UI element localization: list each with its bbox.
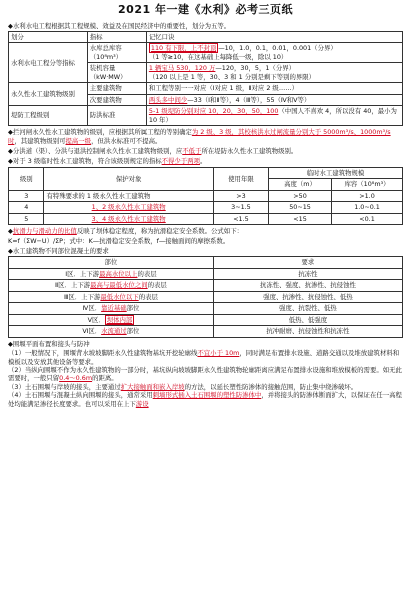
header-scale: 临时水工建筑物规模 [269, 167, 403, 178]
temporary-building-table [8, 167, 403, 225]
table-row: Ⅳ区．靠近基础部位 强度、抗裂性、低热 [9, 303, 403, 314]
note-4: （4）土石围堰与混凝土纵向围堰的接头，通常采用刺墙形式插入土石围堰的塑性防渗体中，并将接头的防渗体断面扩大，以保证在任一高程处均能满足渗径长度要求。也可以采用在上下游设 [8, 391, 402, 408]
floodway-paragraph: ◆分洪道（渠）、分洪与退洪控制闸永久性水工建筑物级别，应不低于所在堤防永久性水工建筑物级别。 [8, 146, 298, 155]
table-row: Ⅲ区．上下游最低水位以下的表层 强度、抗渗性、抗侵蚀性、低热 [9, 291, 403, 302]
mnemonic-installed: 1 辆宝马 530，120 万—120，30，5，1（分界） （120 以上是 1 等，30、3 和 1 分别是剩下等别的界限） [146, 63, 402, 83]
indicator-installed-capacity: 装机容量（kW·MW） [87, 63, 146, 83]
group-permanent-level: 永久性水工建筑物级别 [9, 83, 88, 106]
table-row: Ⅵ区．水流通过部位 抗冲耐磨、抗侵蚀性和抗冻性 [9, 326, 403, 337]
header-part: 部位 [9, 257, 214, 268]
header-protected-object: 保护对象 [44, 167, 213, 190]
stability-paragraph: ◆抗滑力与滑动力的比值反映了坝体稳定程度，称为抗滑稳定安全系数。公式如下： [8, 227, 243, 236]
header-requirement: 要求 [213, 257, 402, 268]
header-height: 高度（m） [269, 179, 332, 190]
stability-formula: K=f（ΣW−U）/ΣP；式中：K—抗滑稳定安全系数，f—接触面间的摩擦系数。 [8, 236, 230, 245]
group-project-grade: 水利水电工程分等指标 [9, 43, 88, 83]
page-title: 2021 年一建《水利》必考三页纸 [118, 3, 293, 16]
note-3: （3）土石围堰与岸坡的接头，主要通过扩大接触面和嵌入岸坡的方法，以延长塑性防渗体的接触范围，防止集中绕渗破坏。 [8, 382, 358, 391]
table-row: Ⅰ区．上下游最高水位以上的表层 抗冻性 [9, 268, 403, 279]
section-5-heading: ◆水工建筑物不同部位混凝土的要求 [8, 247, 109, 256]
section-1-heading: ◆水利水电工程根据其工程规模、效益及在国民经济中的重要性，划分为五等。 [8, 21, 231, 30]
section-6-heading: ◆围堰平面布置和接头与防冲 [8, 339, 90, 348]
section-3-heading: ◆对于 3 级临时性水工建筑物，符合该级别规定的指标不得少于两项。 [8, 157, 207, 166]
indicator-flood-standard: 防洪标准 [87, 106, 146, 126]
note-1: （1）一般情况下，围堰背水坡坡脚距永久性建筑物基坑开挖轮廓线不宜小于 10m，同时满足布置排水设施、道路交通以及堆放建筑材料和模板以及安放其他设备等要求。 [8, 349, 400, 366]
concrete-zone-table [8, 256, 403, 337]
table-row: Ⅴ区． 坝体内部 低热、低强度 [9, 314, 403, 325]
note-2: （2）当纵向围堰不作为永久性建筑物的一部分时，基坑纵向坡坡脚距永久性建筑物轮廓距离应满足布置排水设施和堆放模板的需要。如无此需要时，一般只留0.4～0.6m的距离。 [8, 366, 402, 383]
table-row: 5 3、4 级永久性水工建筑物 <1.5 <15 <0.1 [9, 213, 403, 224]
mnemonic-secondary: 两头多中间少—33（Ⅰ和Ⅱ等），4（Ⅲ等），55（Ⅳ和Ⅴ等） [146, 94, 402, 105]
page [8, 0, 403, 408]
header-division: 划分 [9, 31, 88, 42]
mnemonic-reservoir: 110 有下限，上不封顶 —10，1.0，0.1，0.01，0.001（分界） （1 等≥10，在这基础上每降低一级，除以 10） [146, 43, 402, 63]
header-indicator: 指标 [87, 31, 146, 42]
mnemonic-flood: 5-1 级堤防分别对应 10，20，30，50，100（中国人不喜欢 4，所以没有 40，最小为 10 年） [146, 106, 402, 126]
indicator-reservoir-capacity: 水库总库容（10⁸m³） [87, 43, 146, 63]
table-row: 4 1、2 级永久性水工建筑物 3~1.5 50~15 1.0~0.1 [9, 202, 403, 213]
mnemonic-main: 和工程等别一一对应（Ⅰ对应 1 级，Ⅱ对应 2 级……） [146, 83, 402, 94]
indicator-main-building: 主要建筑物 [87, 83, 146, 94]
header-service-life: 使用年限 [213, 167, 268, 190]
sluice-paragraph: ◆拦河闸永久性水工建筑物的级别，应根据其所属工程的等别确定为 2 级、3 级，其校核洪水过闸流量分别大于 5000m³/s、1000m³/s 时，其建筑物级别可提高一级，但洪水标准可不提高。 [8, 128, 391, 145]
indicator-secondary-building: 次要建筑物 [87, 94, 146, 105]
table-row: Ⅱ区．上下游最高与最低水位之间的表层 抗冻性、强度、抗渗性、抗侵蚀性 [9, 280, 403, 291]
header-capacity: 库容（10⁸m³） [332, 179, 403, 190]
header-mnemonic: 记忆口诀 [146, 31, 402, 42]
group-embankment-level: 堤防工程级别 [9, 106, 88, 126]
project-grade-table [8, 31, 403, 126]
table-row: 3 有特殊要求的 1 级永久性水工建筑物 >3 >50 >1.0 [9, 190, 403, 201]
header-level: 级别 [9, 167, 44, 190]
